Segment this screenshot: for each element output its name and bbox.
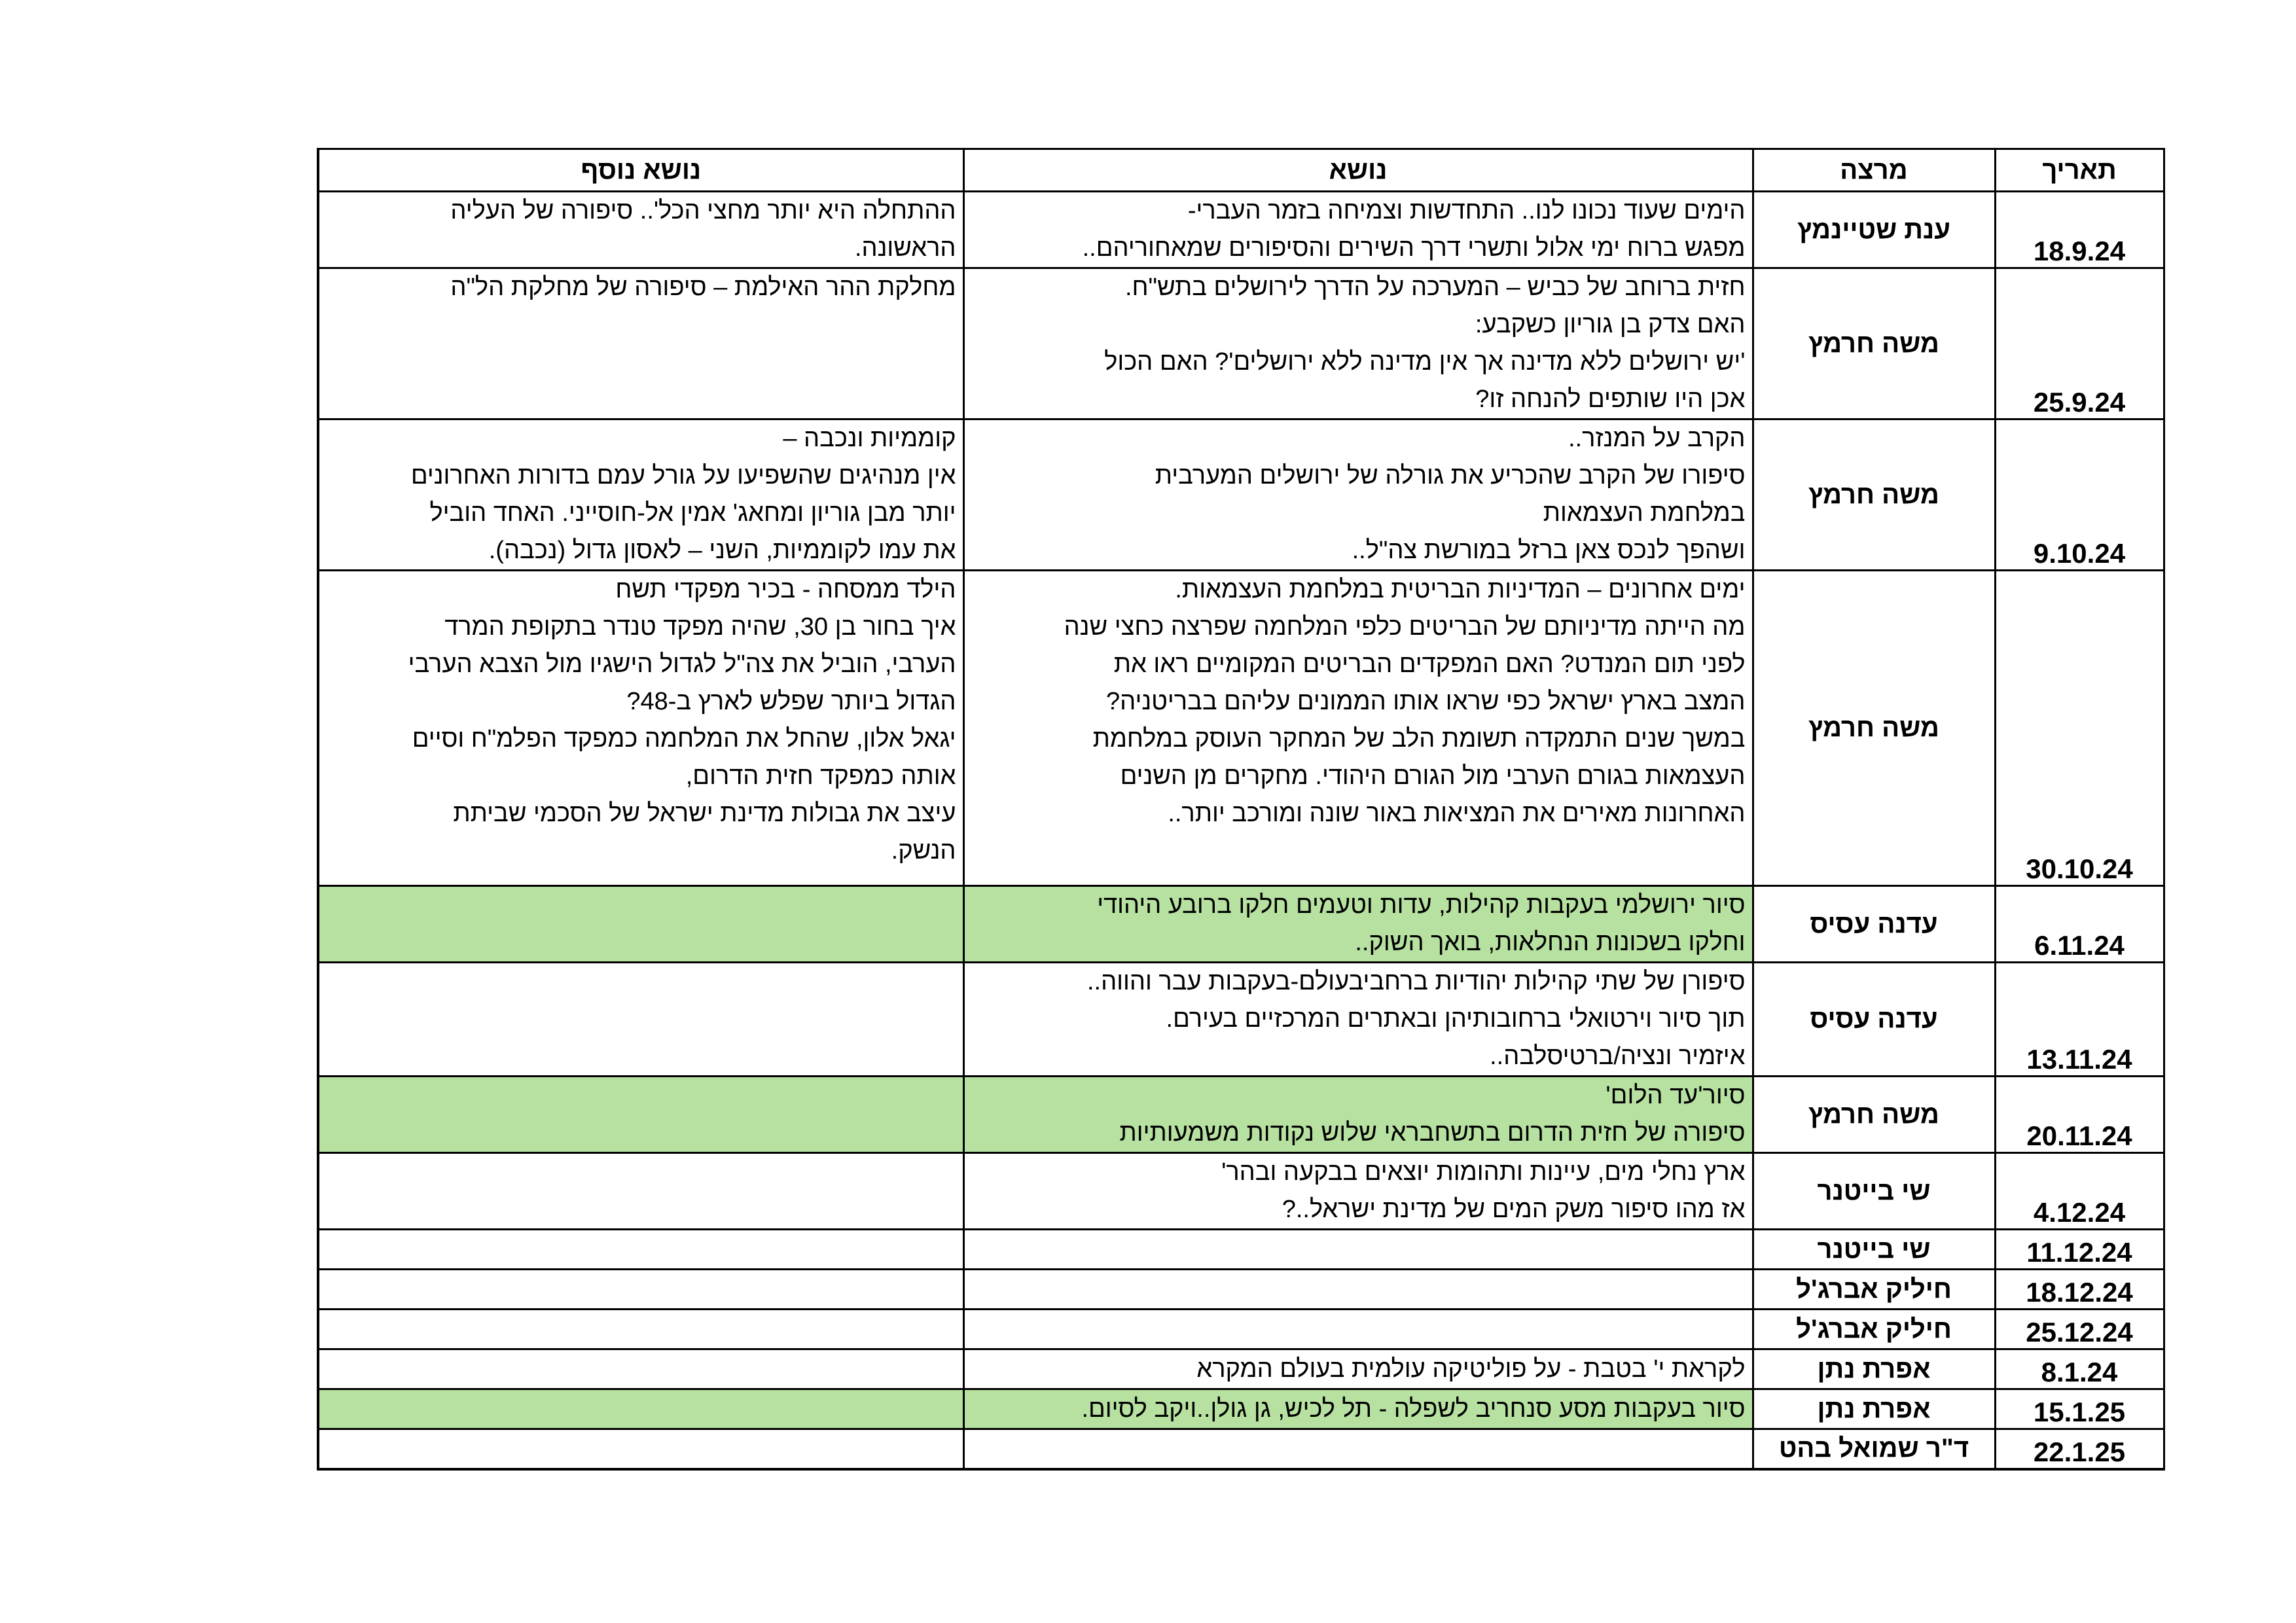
lecturer-cell: חיליק אברג'ל bbox=[1753, 1270, 1995, 1310]
lecturer-cell: ד"ר שמואל בהט bbox=[1753, 1429, 1995, 1469]
topic-line: תוך סיור וירטואלי ברחובותיהן ובאתרים המרכזיים בעירם. bbox=[1166, 1005, 1746, 1033]
header-extra-topic: נושא נוסף bbox=[318, 149, 963, 192]
extra-topic-cell bbox=[318, 268, 963, 419]
extra-topic-line: הערבי, הוביל את צה"ל לגדול הישגיו מול הצבא הערבי bbox=[408, 651, 956, 678]
topic-cell bbox=[963, 1429, 1753, 1469]
topic-line: במשך שנים התמקדה תשומת הלב של המחקר העוסק במלחמת bbox=[1092, 725, 1746, 753]
topic-cell bbox=[963, 1389, 1753, 1429]
extra-topic-line: אותה כמפקד חזית הדרום, bbox=[685, 762, 956, 790]
date-cell: 25.12.24 bbox=[1995, 1310, 2164, 1349]
topic-line: סיפורו של הקרב שהכריע את גורלה של ירושלים המערבית bbox=[1155, 462, 1746, 490]
topic-line: האם צדק בן גוריון כשקבע: bbox=[1475, 311, 1746, 338]
topic-line: לפני תום המנדט? האם המפקדים הבריטים המקומיים ראו את bbox=[1113, 651, 1746, 678]
lecturer-cell: חיליק אברג'ל bbox=[1753, 1310, 1995, 1349]
topic-line: סיור'עד הלום' bbox=[1605, 1082, 1746, 1109]
extra-topic-line: איך בחור בן 30, שהיה מפקד טנדר בתקופת המרד bbox=[444, 613, 956, 641]
topic-line: חזית ברוחב של כביש – המערכה על הדרך לירושלים בתש"ח. bbox=[1124, 274, 1746, 301]
extra-topic-line: אין מנהיגים שהשפיעו על גורל עמם בדורות האחרונים bbox=[410, 462, 956, 490]
date-cell: 25.9.24 bbox=[1995, 268, 2164, 419]
topic-line: ימים אחרונים – המדיניות הבריטית במלחמת העצמאות. bbox=[1175, 576, 1746, 603]
topic-line: סיור ירושלמי בעקבות קהילות, עדות וטעמים חלקו ברובע היהודי bbox=[1097, 891, 1746, 919]
extra-topic-line: ההתחלה היא יותר מחצי הכל'.. סיפורה של העליה bbox=[450, 197, 956, 224]
date-cell: 4.12.24 bbox=[1995, 1153, 2164, 1230]
lecturer-cell: משה חרמץ bbox=[1753, 419, 1995, 571]
lecturer-cell: עדנה עסיס bbox=[1753, 886, 1995, 963]
date-cell: 11.12.24 bbox=[1995, 1230, 2164, 1270]
table-row bbox=[318, 192, 2164, 268]
table-row bbox=[318, 1349, 2164, 1389]
topic-cell bbox=[963, 571, 1753, 886]
extra-topic-cell bbox=[318, 886, 963, 963]
lecturer-cell: משה חרמץ bbox=[1753, 268, 1995, 419]
topic-line: וחלקו בשכונות הנחלאות, בואך השוק.. bbox=[1355, 929, 1746, 956]
schedule-sheet bbox=[317, 148, 2162, 1471]
extra-topic-line: עיצב את גבולות מדינת ישראל של הסכמי שביתת bbox=[453, 800, 956, 827]
extra-topic-cell bbox=[318, 571, 963, 886]
topic-line: 'יש ירושלים ללא מדינה אך אין מדינה ללא ירושלים'? האם הכול bbox=[1104, 348, 1746, 376]
extra-topic-line: מחלקת ההר האילמת – סיפורה של מחלקת הל"ה bbox=[450, 274, 956, 301]
lecturer-cell: משה חרמץ bbox=[1753, 1077, 1995, 1153]
topic-line: אז מהו סיפור משק המים של מדינת ישראל..? bbox=[1282, 1196, 1746, 1223]
header-date: תאריך bbox=[1995, 149, 2164, 192]
lecturer-cell: שי בייטנר bbox=[1753, 1230, 1995, 1270]
extra-topic-line: קוממיות ונכבה – bbox=[783, 425, 956, 452]
table-row bbox=[318, 419, 2164, 571]
date-cell: 22.1.25 bbox=[1995, 1429, 2164, 1469]
topic-cell bbox=[963, 886, 1753, 963]
topic-cell bbox=[963, 1230, 1753, 1270]
date-cell: 18.12.24 bbox=[1995, 1270, 2164, 1310]
lecturer-cell: משה חרמץ bbox=[1753, 571, 1995, 886]
extra-topic-cell bbox=[318, 419, 963, 571]
table-row bbox=[318, 1310, 2164, 1349]
extra-topic-cell bbox=[318, 1077, 963, 1153]
extra-topic-cell bbox=[318, 192, 963, 268]
lecturer-cell: ענת שטיינמץ bbox=[1753, 192, 1995, 268]
topic-line: סיפורן של שתי קהילות יהודיות ברחביבעולם-בעקבות עבר והווה.. bbox=[1086, 968, 1746, 995]
lecturer-cell: שי בייטנר bbox=[1753, 1153, 1995, 1230]
topic-cell bbox=[963, 1270, 1753, 1310]
header-row bbox=[318, 149, 2164, 192]
extra-topic-cell bbox=[318, 1310, 963, 1349]
date-cell: 9.10.24 bbox=[1995, 419, 2164, 571]
topic-line: מפגש ברוח ימי אלול ותשרי דרך השירים והסיפורים שמאחוריהם.. bbox=[1082, 234, 1746, 262]
extra-topic-line: את עמו לקוממיות, השני – לאסון גדול (נכבה). bbox=[488, 537, 956, 564]
extra-topic-line: הילד ממסחה - בכיר מפקדי תשח bbox=[615, 576, 956, 603]
topic-line: הקרב על המנזר.. bbox=[1568, 425, 1746, 452]
extra-topic-line: יגאל אלון, שהחל את המלחמה כמפקד הפלמ"ח וסיים bbox=[412, 725, 956, 753]
topic-cell bbox=[963, 963, 1753, 1077]
schedule-body bbox=[318, 192, 2164, 1469]
date-cell: 20.11.24 bbox=[1995, 1077, 2164, 1153]
table-row bbox=[318, 1230, 2164, 1270]
topic-line: ושהפך לנכס צאן ברזל במורשת צה"ל.. bbox=[1352, 537, 1746, 564]
extra-topic-line: הנשק. bbox=[891, 837, 956, 865]
table-row bbox=[318, 886, 2164, 963]
table-row bbox=[318, 1389, 2164, 1429]
topic-line: האחרונות מאירים את המציאות באור שונה ומורכב יותר.. bbox=[1168, 800, 1746, 827]
extra-topic-line: הגדול ביותר שפלש לארץ ב-48? bbox=[626, 688, 956, 715]
table-row bbox=[318, 1429, 2164, 1469]
date-cell: 6.11.24 bbox=[1995, 886, 2164, 963]
topic-line: סיור בעקבות מסע סנחריב לשפלה - תל לכיש, גן גולן..ויקב לסיום. bbox=[1081, 1395, 1746, 1423]
date-cell: 8.1.24 bbox=[1995, 1349, 2164, 1389]
table-row bbox=[318, 1153, 2164, 1230]
topic-cell bbox=[963, 1077, 1753, 1153]
topic-cell bbox=[963, 1349, 1753, 1389]
topic-line: המצב בארץ ישראל כפי שראו אותו הממונים עליהם בבריטניה? bbox=[1106, 688, 1746, 715]
date-cell: 30.10.24 bbox=[1995, 571, 2164, 886]
topic-line: אכן היו שותפים להנחה זו? bbox=[1475, 385, 1746, 413]
extra-topic-cell bbox=[318, 1389, 963, 1429]
lecture-schedule-table bbox=[317, 148, 2165, 1471]
topic-cell bbox=[963, 1153, 1753, 1230]
date-cell: 15.1.25 bbox=[1995, 1389, 2164, 1429]
extra-topic-cell bbox=[318, 1153, 963, 1230]
topic-cell bbox=[963, 192, 1753, 268]
topic-cell bbox=[963, 1310, 1753, 1349]
extra-topic-line: יותר מבן גוריון ומחאג' אמין אל-חוסייני. האחד הוביל bbox=[429, 499, 956, 527]
topic-line: הימים שעוד נכונו לנו.. התחדשות וצמיחה בזמר העברי- bbox=[1187, 197, 1746, 224]
topic-line: איזמיר ונציה/ברטיסלבה.. bbox=[1490, 1043, 1746, 1070]
table-row bbox=[318, 571, 2164, 886]
date-cell: 13.11.24 bbox=[1995, 963, 2164, 1077]
topic-line: לקראת י' בטבת - על פוליטיקה עולמית בעולם המקרא bbox=[1196, 1355, 1746, 1383]
date-cell: 18.9.24 bbox=[1995, 192, 2164, 268]
lecturer-cell: אפרת נתן bbox=[1753, 1389, 1995, 1429]
topic-line: במלחמת העצמאות bbox=[1543, 499, 1746, 527]
extra-topic-cell bbox=[318, 1429, 963, 1469]
table-row bbox=[318, 1270, 2164, 1310]
topic-line: מה הייתה מדיניותם של הבריטים כלפי המלחמה שפרצה כחצי שנה bbox=[1064, 613, 1746, 641]
table-row bbox=[318, 268, 2164, 419]
extra-topic-cell bbox=[318, 963, 963, 1077]
lecturer-cell: אפרת נתן bbox=[1753, 1349, 1995, 1389]
header-lecturer: מרצה bbox=[1753, 149, 1995, 192]
extra-topic-cell bbox=[318, 1230, 963, 1270]
topic-line: העצמאות בגורם הערבי מול הגורם היהודי. מחקרים מן השנים bbox=[1120, 762, 1746, 790]
table-row bbox=[318, 963, 2164, 1077]
lecturer-cell: עדנה עסיס bbox=[1753, 963, 1995, 1077]
header-topic: נושא bbox=[963, 149, 1753, 192]
topic-cell bbox=[963, 268, 1753, 419]
topic-cell bbox=[963, 419, 1753, 571]
extra-topic-cell bbox=[318, 1349, 963, 1389]
topic-line: סיפורה של חזית הדרום בתשחבראי שלוש נקודות משמעותיות bbox=[1119, 1119, 1746, 1147]
extra-topic-line: הראשונה. bbox=[854, 234, 956, 262]
topic-line: ארץ נחלי מים, עיינות ותהומות יוצאים בבקעה ובהר' bbox=[1221, 1158, 1746, 1186]
extra-topic-cell bbox=[318, 1270, 963, 1310]
table-row bbox=[318, 1077, 2164, 1153]
